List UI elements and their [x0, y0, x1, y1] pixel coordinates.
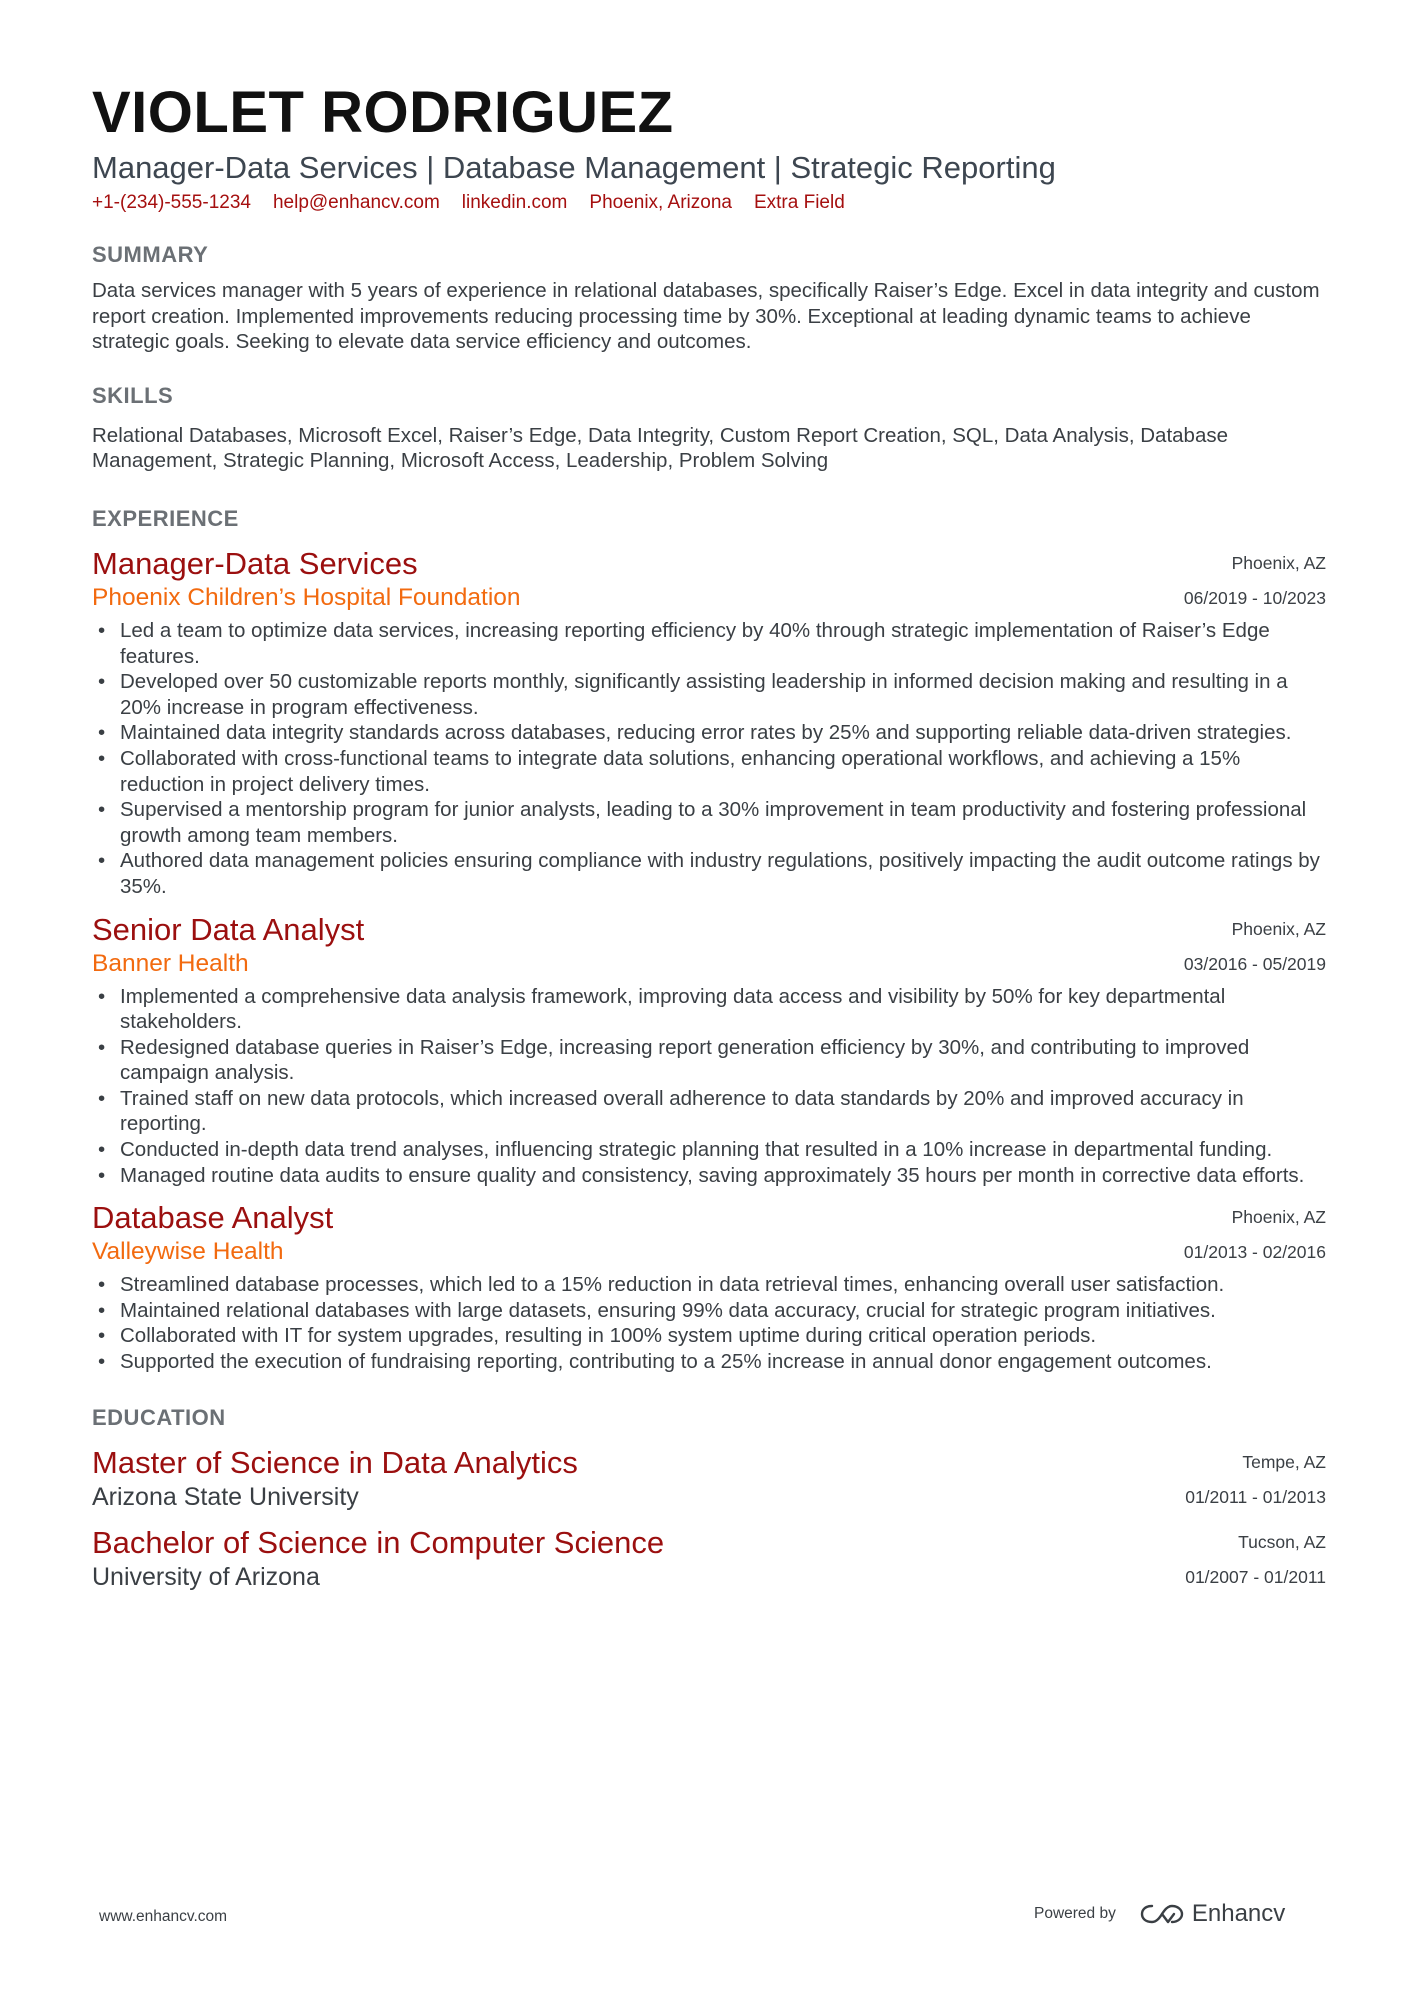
brand-name: Enhancv	[1191, 1900, 1286, 1927]
job-location: Phoenix, AZ	[1231, 552, 1326, 573]
footer-branding	[1034, 1900, 1285, 1928]
job-title: Senior Data Analyst	[92, 911, 365, 947]
job-bullets	[92, 1272, 1326, 1374]
job-meta	[1184, 912, 1326, 982]
education-entry	[92, 1525, 1326, 1593]
job-bullet: • Trained staff on new data protocols, which increased overall adherence to data standards by 20% and improved accuracy in reporting.	[92, 1086, 1326, 1137]
experience-section	[92, 504, 1326, 1375]
footer-website[interactable]: www.enhancv.com	[99, 1908, 228, 1925]
job-company: Banner Health	[92, 949, 249, 977]
job-meta	[1184, 546, 1326, 616]
summary-section	[92, 240, 1326, 355]
contact-list	[92, 190, 1326, 216]
job-title: Manager-Data Services	[92, 545, 418, 581]
job-bullet: • Maintained relational databases with large datasets, ensuring 99% data accuracy, crucial for strategic program initiatives.	[92, 1298, 1326, 1324]
degree-title: Master of Science in Data Analytics	[92, 1444, 578, 1480]
job-location: Phoenix, AZ	[1231, 1207, 1326, 1228]
job-company: Phoenix Children’s Hospital Foundation	[92, 583, 521, 611]
school-name: University of Arizona	[92, 1562, 320, 1591]
candidate-headline: Manager-Data Services | Database Management | Strategic Reporting	[92, 150, 1056, 185]
experience-entry	[92, 912, 1326, 1189]
education-meta	[1185, 1445, 1326, 1515]
job-bullets	[92, 618, 1326, 900]
section-title-experience: EXPERIENCE	[92, 505, 239, 531]
resume-header	[92, 78, 1326, 216]
summary-text: Data services manager with 5 years of experience in relational databases, specifically Raiser’s Edge. Excel in data integrity and custom report creation. Implemented improvements reducing processing time by 30%. Exceptional at leading dynamic teams to achieve strategic goals. Seeking to elevate data service efficiency and outcomes.	[92, 279, 1320, 354]
job-bullet: • Redesigned database queries in Raiser’s Edge, increasing report generation efficiency by 30%, and contributing to improved campaign analysis.	[92, 1035, 1326, 1086]
degree-title: Bachelor of Science in Computer Science	[92, 1524, 665, 1560]
job-bullet: • Developed over 50 customizable reports monthly, significantly assisting leadership in informed decision making and resulting in a 20% increase in program effectiveness.	[92, 669, 1326, 720]
education-section	[92, 1403, 1326, 1593]
job-bullet: • Authored data management policies ensuring compliance with industry regulations, positively impacting the audit outcome ratings by 35%.	[92, 848, 1326, 899]
contact-phone[interactable]: +1-(234)-555-1234	[92, 192, 251, 213]
contact-email[interactable]: help@enhancv.com	[272, 192, 440, 213]
job-bullet: • Collaborated with cross-functional teams to integrate data solutions, enhancing operational workflows, and achieving a 15% reduction in project delivery times.	[92, 746, 1326, 797]
contact-extra-field: Extra Field	[753, 192, 845, 213]
education-entry	[92, 1445, 1326, 1513]
education-location: Tempe, AZ	[1242, 1451, 1326, 1472]
section-title-summary: SUMMARY	[92, 242, 209, 267]
experience-entry	[92, 546, 1326, 900]
experience-entry	[92, 1200, 1326, 1374]
job-location: Phoenix, AZ	[1231, 918, 1326, 939]
candidate-name: VIOLET RODRIGUEZ	[92, 80, 674, 145]
job-dates: 03/2016 - 05/2019	[1183, 953, 1326, 974]
job-title: Database Analyst	[92, 1200, 334, 1236]
contact-linkedin[interactable]: linkedin.com	[461, 192, 568, 213]
resume-page	[92, 78, 1326, 1593]
education-dates: 01/2007 - 01/2011	[1185, 1566, 1326, 1587]
job-meta	[1184, 1200, 1326, 1270]
brand-logo[interactable]	[1140, 1900, 1285, 1928]
job-bullet: • Implemented a comprehensive data analysis framework, improving data access and visibility by 50% for key departmental stakeholders.	[92, 984, 1326, 1035]
school-name: Arizona State University	[92, 1482, 359, 1511]
job-bullet: • Maintained data integrity standards across databases, reducing error rates by 25% and supporting reliable data-driven strategies.	[92, 720, 1326, 746]
job-bullet: • Conducted in-depth data trend analyses, influencing strategic planning that resulted in a 10% increase in departmental funding.	[92, 1137, 1326, 1163]
skills-text: Relational Databases, Microsoft Excel, Raiser’s Edge, Data Integrity, Custom Report Creation, SQL, Data Analysis, Database Management, Strategic Planning, Microsoft Access, Leadership, Problem Solving	[92, 423, 1228, 473]
skills-section	[92, 381, 1326, 474]
enhancv-logo-icon	[1140, 1902, 1184, 1926]
education-meta	[1185, 1525, 1326, 1595]
education-dates: 01/2011 - 01/2013	[1185, 1486, 1326, 1507]
job-bullet: • Led a team to optimize data services, increasing reporting efficiency by 40% through strategic implementation of Raiser’s Edge features.	[92, 618, 1326, 669]
contact-location: Phoenix, Arizona	[589, 192, 732, 213]
job-bullet: • Supervised a mentorship program for junior analysts, leading to a 30% improvement in team productivity and fostering professional growth among team members.	[92, 797, 1326, 848]
job-bullet: • Collaborated with IT for system upgrades, resulting in 100% system uptime during critical operation periods.	[92, 1323, 1326, 1349]
job-bullets	[92, 984, 1326, 1189]
job-bullet: • Streamlined database processes, which led to a 15% reduction in data retrieval times, enhancing overall user satisfaction.	[92, 1272, 1326, 1298]
powered-by-label: Powered by	[1034, 1905, 1116, 1922]
section-title-skills: SKILLS	[92, 382, 174, 408]
job-company: Valleywise Health	[92, 1238, 284, 1266]
job-dates: 01/2013 - 02/2016	[1183, 1242, 1326, 1263]
section-title-education: EDUCATION	[92, 1404, 226, 1430]
job-bullet: • Managed routine data audits to ensure quality and consistency, saving approximately 35 hours per month in corrective data efforts.	[92, 1163, 1326, 1189]
job-bullet: • Supported the execution of fundraising reporting, contributing to a 25% increase in annual donor engagement outcomes.	[92, 1349, 1326, 1375]
education-location: Tucson, AZ	[1238, 1531, 1326, 1552]
job-dates: 06/2019 - 10/2023	[1183, 587, 1326, 608]
